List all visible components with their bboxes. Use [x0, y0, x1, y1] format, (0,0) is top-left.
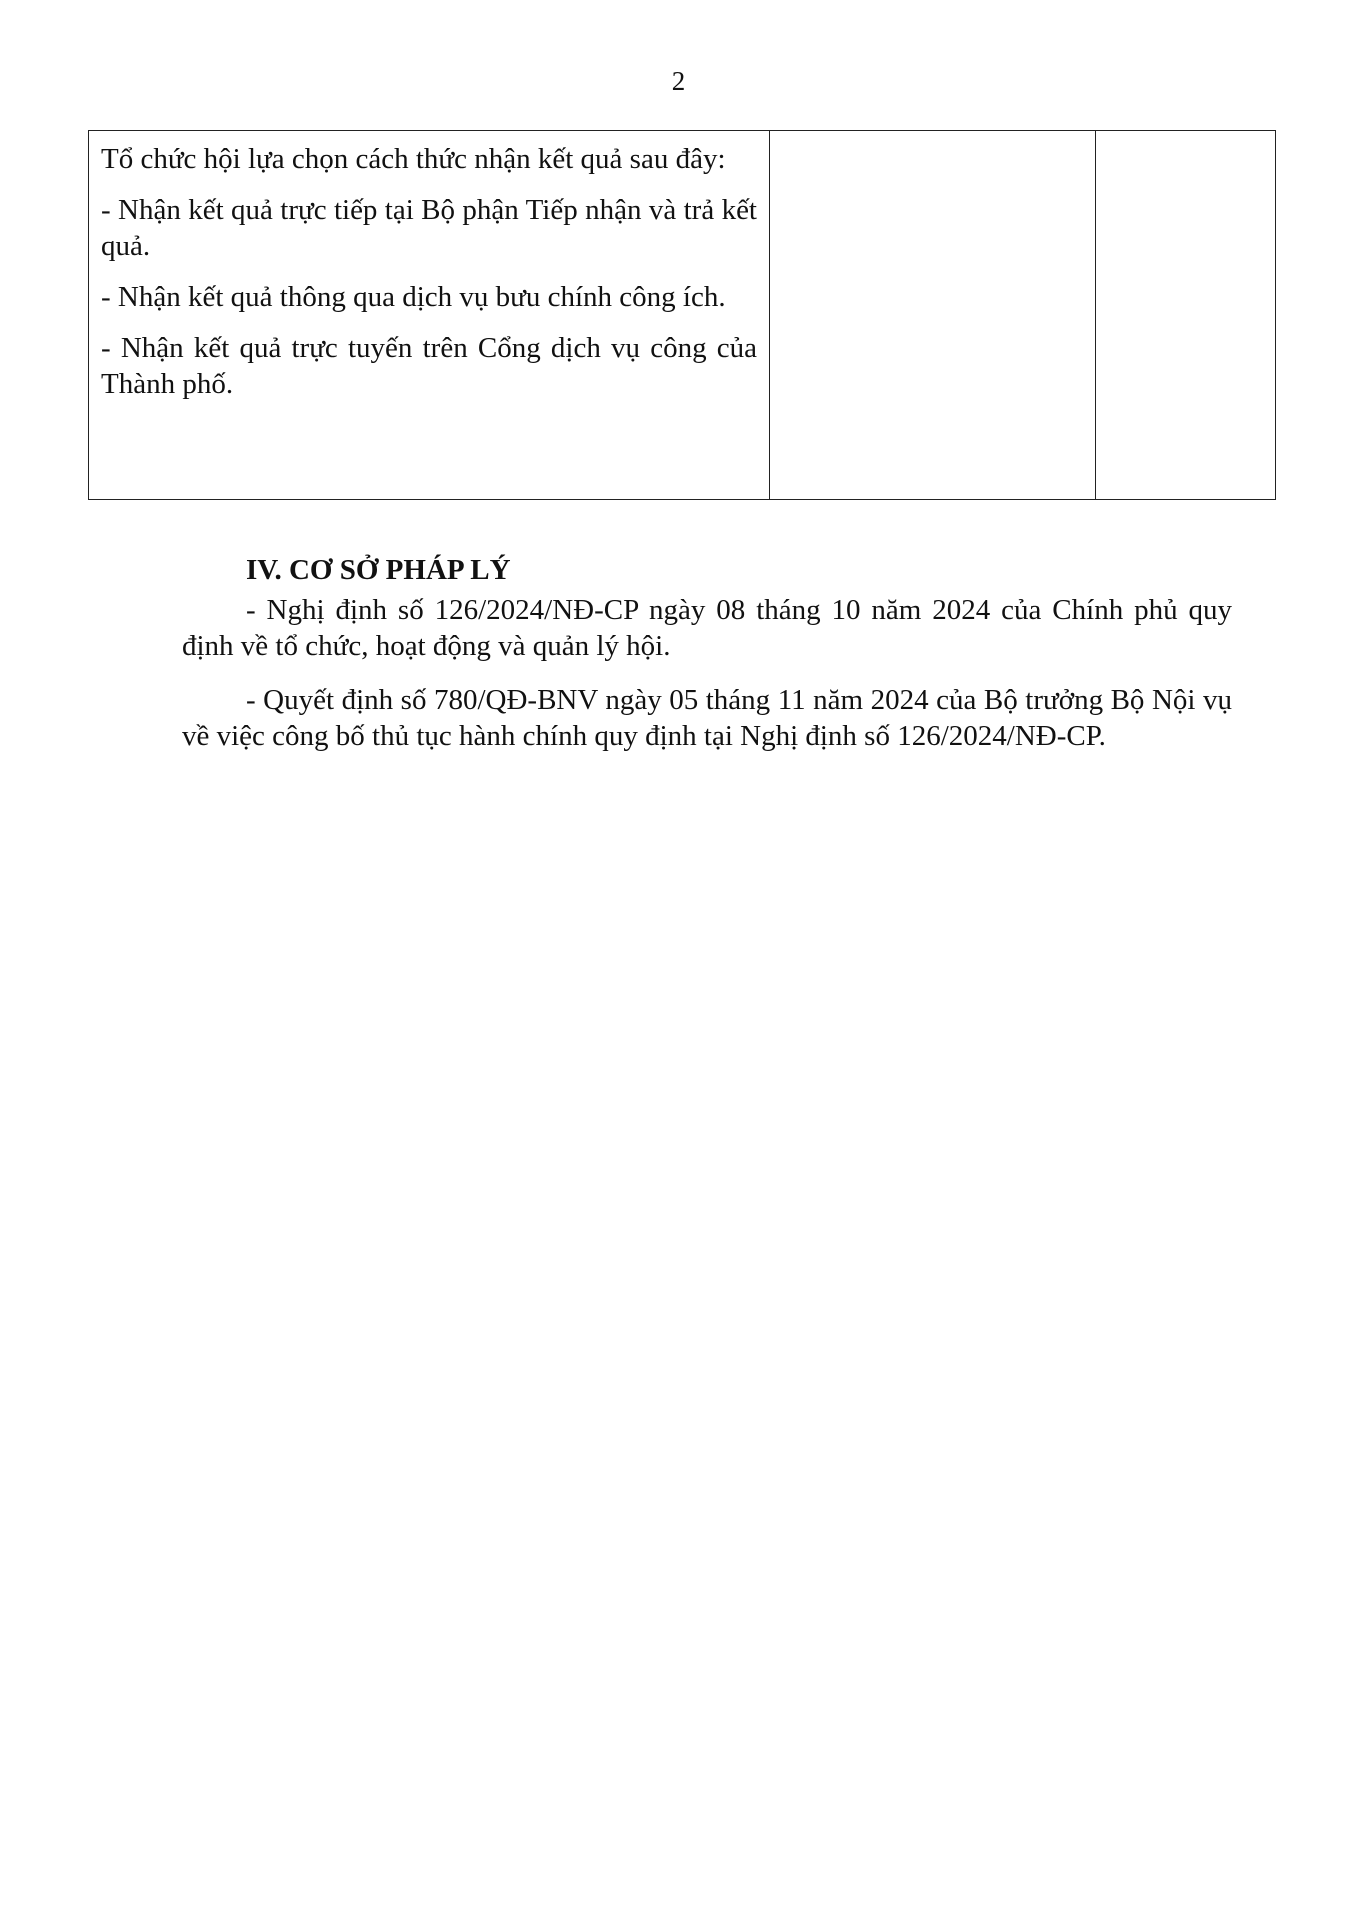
section-heading: IV. CƠ SỞ PHÁP LÝ	[246, 554, 511, 586]
table-cell-description	[89, 131, 770, 500]
procedure-table	[88, 130, 1276, 500]
result-method-postal: - Nhận kết quả thông qua dịch vụ bưu chính công ích.	[101, 281, 726, 313]
result-method-direct: - Nhận kết quả trực tiếp tại Bộ phận Tiếp nhận và trả kết quả.	[101, 194, 757, 262]
legal-basis-item: - Quyết định số 780/QĐ-BNV ngày 05 tháng 11 năm 2024 của Bộ trưởng Bộ Nội vụ về việc công bố thủ tục hành chính quy định tại Nghị định số 126/2024/NĐ-CP.	[182, 684, 1232, 752]
legal-basis-section	[182, 552, 1232, 754]
table-row	[89, 131, 1276, 500]
cell-text	[89, 131, 769, 412]
result-method-intro: Tổ chức hội lựa chọn cách thức nhận kết quả sau đây:	[101, 143, 726, 175]
result-method-online: - Nhận kết quả trực tuyến trên Cổng dịch vụ công của Thành phố.	[101, 332, 757, 400]
table-cell-empty	[1096, 131, 1276, 500]
table-cell-empty	[770, 131, 1096, 500]
page-number: 2	[671, 66, 686, 96]
legal-basis-item: - Nghị định số 126/2024/NĐ-CP ngày 08 tháng 10 năm 2024 của Chính phủ quy định về tổ chức, hoạt động và quản lý hội.	[182, 594, 1232, 662]
